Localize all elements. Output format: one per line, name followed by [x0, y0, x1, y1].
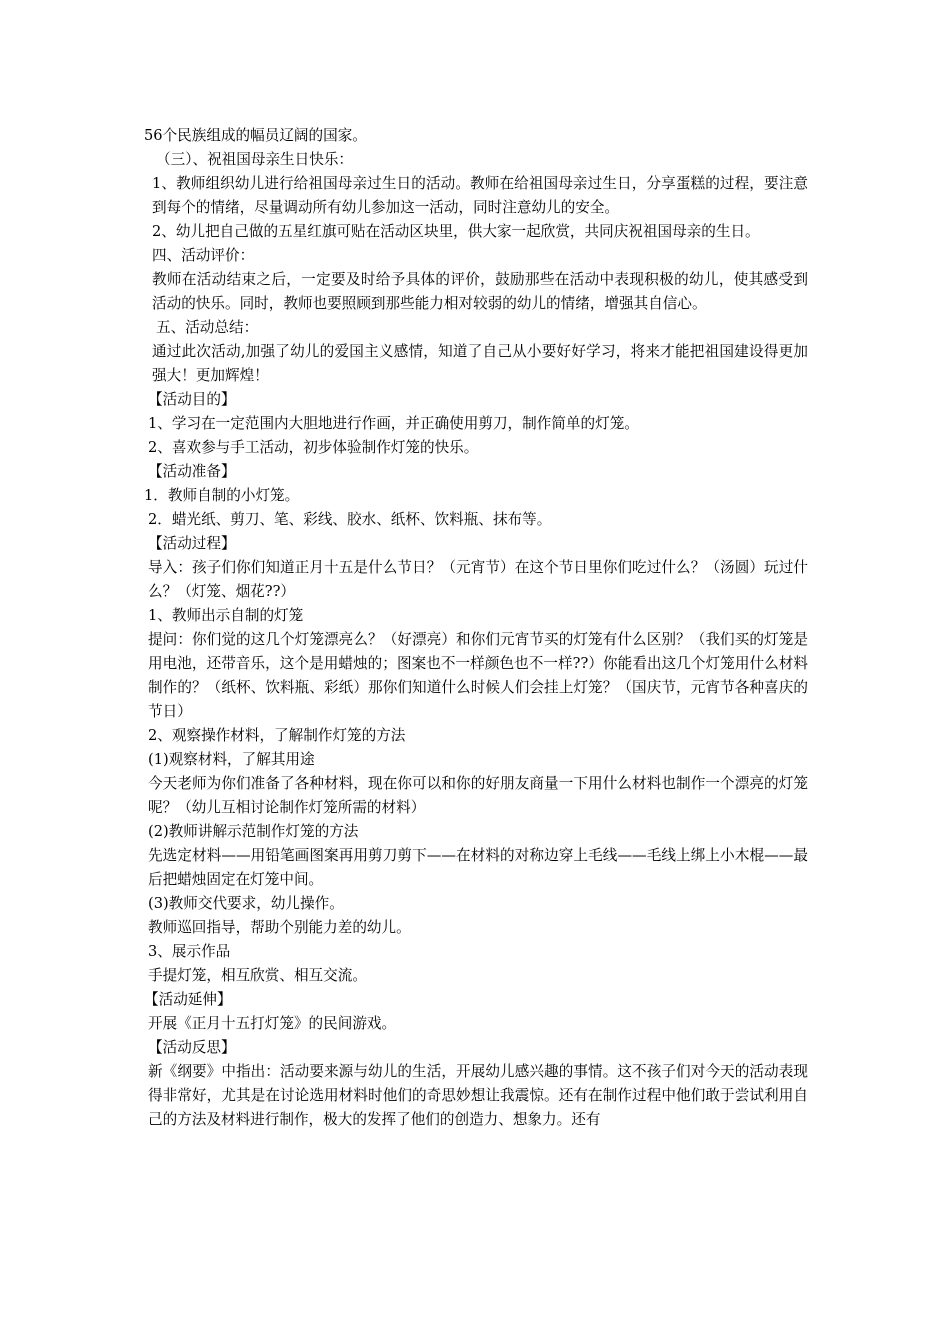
paragraph-step-1: 1、教师出示自制的灯笼: [148, 607, 304, 624]
heading-evaluation: 四、活动评价：: [152, 247, 255, 264]
paragraph-birthday-2: 2、幼儿把自己做的五星红旗可贴在活动区块里，供大家一起欣赏，共同庆祝祖国母亲的生日。: [152, 223, 760, 240]
heading-goals: 【活动目的】: [148, 391, 236, 408]
paragraph-materials: 今天老师为你们准备了各种材料，现在你可以和你的好朋友商量一下用什么材料也制作一个漂亮的灯笼呢？（幼儿互相讨论制作灯笼所需的材料）: [148, 775, 808, 816]
paragraph-step-2: 2、观察操作材料，了解制作灯笼的方法: [148, 727, 406, 744]
paragraph-step-3: 3、展示作品: [148, 943, 231, 960]
heading-preparation: 【活动准备】: [148, 463, 236, 480]
paragraph-summary: 通过此次活动,加强了幼儿的爱国主义感情，知道了自己从小要好好学习，将来才能把祖国建设得更加强大！更加辉煌！: [152, 343, 808, 384]
paragraph-question: 提问：你们觉的这几个灯笼漂亮么？（好漂亮）和你们元宵节买的灯笼有什么区别？（我们买的灯笼是用电池，还带音乐，这个是用蜡烛的；图案也不一样颜色也不一样??）你能看出这几个灯笼用什么材料制作的？（纸杯、饮料瓶、彩纸）那你们知道什么时候人们会挂上灯笼？（国庆节，元宵节各种喜庆的节日）: [148, 631, 808, 720]
paragraph-extension: 开展《正月十五打灯笼》的民间游戏。: [148, 1015, 397, 1032]
paragraph-reflection: 新《纲要》中指出：活动要来源与幼儿的生活，开展幼儿感兴趣的事情。这不孩子们对今天的活动表现得非常好，尤其是在讨论选用材料时他们的奇思妙想让我震惊。还有在制作过程中他们敢于尝试利用自己的方法及材料进行制作，极大的发挥了他们的创造力、想象力。还有: [148, 1063, 808, 1128]
paragraph-evaluation: 教师在活动结束之后，一定要及时给予具体的评价，鼓励那些在活动中表现积极的幼儿，使其感受到活动的快乐。同时，教师也要照顾到那些能力相对较弱的幼儿的情绪，增强其自信心。: [152, 271, 808, 312]
heading-extension: 【活动延伸】: [144, 991, 232, 1008]
paragraph-preparation-1: 1．教师自制的小灯笼。: [144, 487, 300, 504]
paragraph-intro: 导入：孩子们你们知道正月十五是什么节日？（元宵节）在这个节日里你们吃过什么？（汤圆）玩过什么？（灯笼、烟花??）: [148, 559, 808, 600]
paragraph-substep-3: (3)教师交代要求，幼儿操作。: [148, 895, 344, 912]
heading-birthday: （三）、祝祖国母亲生日快乐：: [156, 151, 354, 168]
paragraph-preparation-2: 2．蜡光纸、剪刀、笔、彩线、胶水、纸杯、饮料瓶、抹布等。: [148, 511, 552, 528]
paragraph-substep-1: (1)观察材料，了解其用途: [148, 751, 315, 768]
heading-reflection: 【活动反思】: [148, 1039, 236, 1056]
paragraph-birthday-1: 1、教师组织幼儿进行给祖国母亲过生日的活动。教师在给祖国母亲过生日，分享蛋糕的过程，要注意到每个的情绪，尽量调动所有幼儿参加这一活动，同时注意幼儿的安全。: [152, 175, 808, 216]
heading-summary: 五、活动总结：: [156, 319, 259, 336]
heading-process: 【活动过程】: [148, 535, 236, 552]
paragraph-nation: 56个民族组成的幅员辽阔的国家。: [144, 127, 367, 144]
document-page: [144, 124, 808, 1132]
paragraph-method: 先选定材料——用铅笔画图案再用剪刀剪下——在材料的对称边穿上毛线——毛线上绑上小木棍——最后把蜡烛固定在灯笼中间。: [148, 847, 808, 888]
paragraph-goal-2: 2、喜欢参与手工活动，初步体验制作灯笼的快乐。: [148, 439, 479, 456]
paragraph-guidance: 教师巡回指导，帮助个别能力差的幼儿。: [148, 919, 411, 936]
paragraph-goal-1: 1、学习在一定范围内大胆地进行作画，并正确使用剪刀，制作简单的灯笼。: [148, 415, 639, 432]
paragraph-show: 手提灯笼，相互欣赏、相互交流。: [148, 967, 367, 984]
paragraph-substep-2: (2)教师讲解示范制作灯笼的方法: [148, 823, 359, 840]
